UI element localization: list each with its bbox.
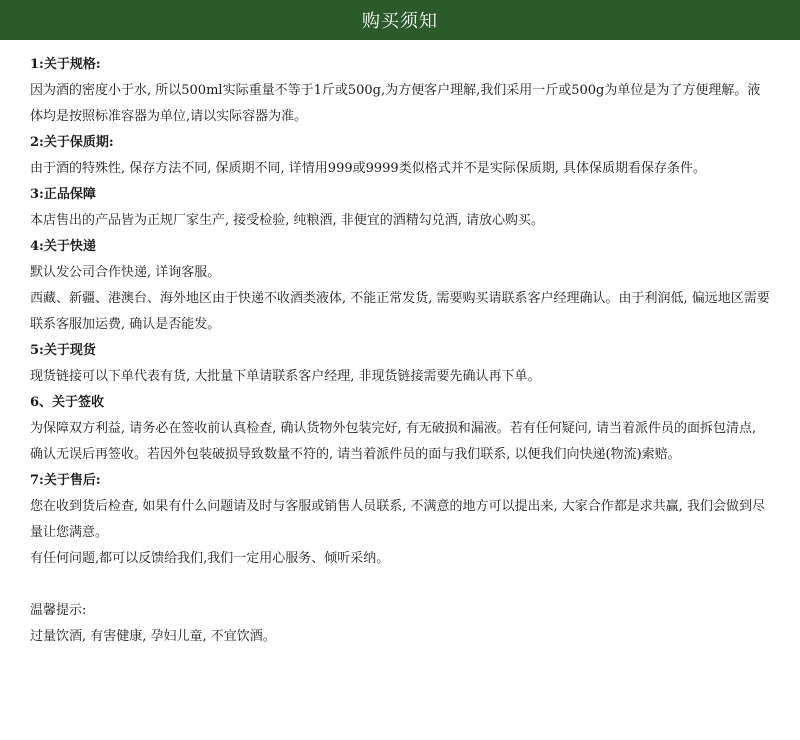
- section-authenticity: [30, 182, 770, 234]
- section-heading: 7:关于售后:: [30, 473, 101, 488]
- section-paragraph: 为保障双方利益, 请务必在签收前认真检查, 确认货物外包装完好, 有无破损和漏液。若有任何疑问, 请当着派件员的面拆包清点, 确认无误后再签收。若因外包装破损导致数量不符的, 请当着派件员的面与我们联系, 以便我们向快递(物流)索赔。: [30, 421, 757, 462]
- section-paragraph: 西藏、新疆、港澳台、海外地区由于快递不收酒类液体, 不能正常发货, 需要购买请联系客户经理确认。由于利润低, 偏远地区需要联系客服加运费, 确认是否能发。: [30, 291, 770, 332]
- tip-label: 温馨提示:: [30, 603, 87, 618]
- section-heading: 1:关于规格:: [30, 57, 101, 72]
- section-heading: 2:关于保质期:: [30, 135, 114, 150]
- section-shelf-life: [30, 130, 770, 182]
- page-title: 购买须知: [362, 11, 438, 32]
- section-paragraph: 本店售出的产品皆为正规厂家生产, 接受检验, 纯粮酒, 非便宜的酒精勾兑酒, 请放心购买。: [30, 213, 545, 228]
- section-heading: 4:关于快递: [30, 239, 96, 254]
- section-heading: 6、关于签收: [30, 395, 105, 410]
- warm-tip: [30, 598, 770, 650]
- page-header: [0, 0, 800, 40]
- section-stock: [30, 338, 770, 390]
- tip-text: 过量饮酒, 有害健康, 孕妇儿童, 不宜饮酒。: [30, 629, 276, 644]
- spacer: [30, 572, 770, 598]
- section-receipt: [30, 390, 770, 468]
- section-heading: 5:关于现货: [30, 343, 96, 358]
- section-after-sales: [30, 468, 770, 572]
- section-delivery: [30, 234, 770, 338]
- section-paragraph: 默认发公司合作快递, 详询客服。: [30, 265, 221, 280]
- section-paragraph: 您在收到货后检查, 如果有什么问题请及时与客服或销售人员联系, 不满意的地方可以提出来, 大家合作都是求共赢, 我们会做到尽量让您满意。: [30, 499, 766, 540]
- section-paragraph: 由于酒的特殊性, 保存方法不同, 保质期不同, 详情用999或9999类似格式并不是实际保质期, 具体保质期看保存条件。: [30, 161, 706, 176]
- section-paragraph: 因为酒的密度小于水, 所以500ml实际重量不等于1斤或500g,为方便客户理解,我们采用一斤或500g为单位是为了方便理解。液体均是按照标准容器为单位,请以实际容器为准。: [30, 83, 761, 124]
- section-paragraph: 有任何问题,都可以反馈给我们,我们一定用心服务、倾听采纳。: [30, 551, 390, 566]
- section-heading: 3:正品保障: [30, 187, 96, 202]
- notice-content: [0, 40, 800, 650]
- section-spec: [30, 52, 770, 130]
- section-paragraph: 现货链接可以下单代表有货, 大批量下单请联系客户经理, 非现货链接需要先确认再下单。: [30, 369, 541, 384]
